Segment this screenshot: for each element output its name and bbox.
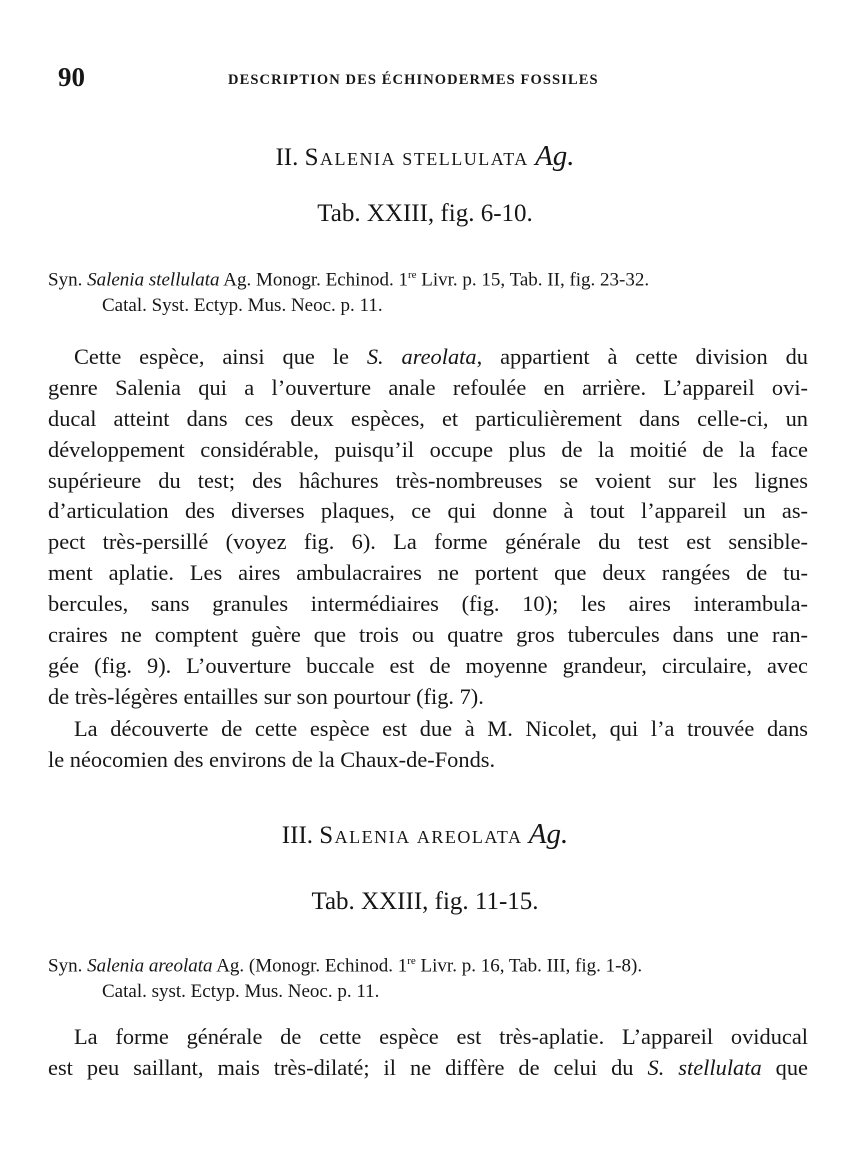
section-numeral: III. — [281, 822, 314, 849]
description-paragraph — [48, 342, 808, 713]
text-line: gée (fig. 9). L’ouverture buccale est de moyenne grandeur, circulaire, avec — [48, 652, 808, 678]
synonymy-label: Syn. — [48, 955, 83, 977]
text-line: de très-légères entailles sur son pourtour (fig. 7). — [48, 683, 484, 709]
section-heading-stellulata — [0, 140, 850, 173]
section-numeral: II. — [275, 144, 299, 171]
text-line: le néocomien des environs de la Chaux-de-Fonds. — [48, 746, 496, 772]
synonymy-citation-end: Livr. p. 15, Tab. II, fig. 23-32. — [416, 269, 650, 291]
text-line — [48, 1053, 808, 1084]
author-abbrev: Ag. — [535, 140, 575, 172]
text-run: est peu saillant, mais très-dilaté; il ne diffère de celui du — [48, 1054, 648, 1080]
page-number: 90 — [58, 62, 85, 92]
genus-name: Salenia — [304, 144, 397, 171]
author-abbrev: Ag. — [528, 818, 569, 850]
synonymy-label: Syn. — [48, 269, 83, 291]
text-run: Cette espèce, ainsi que le — [74, 344, 367, 369]
synonymy-line-1 — [48, 262, 808, 293]
running-title: DESCRIPTION DES ÉCHINODERMES FOSSILES — [228, 72, 599, 88]
text-line: La découverte de cette espèce est due à M. Nicolet, qui l’a trouvée dans — [74, 716, 808, 741]
text-line: ducal atteint dans ces deux espèces, et particulièrement dans celle-ci, un — [48, 405, 808, 431]
synonymy-line-2: Catal. Syst. Ectyp. Mus. Neoc. p. 11. — [102, 295, 383, 317]
section-heading-areolata — [0, 818, 850, 851]
text-line: supérieure du test; des hâchures très-nombreuses se voient sur les lignes — [48, 467, 808, 493]
text-line: genre Salenia qui a l’ouverture anale refoulée en arrière. L’appareil ovi- — [48, 374, 808, 400]
synonymy-block — [48, 948, 808, 1005]
species-name: areolata — [416, 822, 523, 849]
taxon-italic: S. areolata — [366, 344, 477, 369]
text-line: développement considérable, puisqu’il occupe plus de la moitié de la face — [48, 436, 808, 462]
genus-name: Salenia — [319, 822, 411, 849]
ordinal-superscript: re — [407, 955, 416, 967]
text-line: craires ne comptent guère que trois ou quatre gros tubercules dans une ran- — [48, 622, 808, 648]
text-line: pect très-persillé (voyez fig. 6). La forme générale du test est sensible- — [48, 529, 808, 555]
text-run: que — [761, 1054, 808, 1080]
synonymy-citation-end: Livr. p. 16, Tab. III, fig. 1-8). — [415, 955, 643, 977]
synonymy-citation: Ag. Monogr. Echinod. 1 — [219, 269, 408, 291]
text-line: La forme générale de cette espèce est très-aplatie. L’appareil oviducal — [74, 1024, 808, 1049]
synonymy-line-2: Catal. syst. Ectyp. Mus. Neoc. p. 11. — [102, 981, 380, 1003]
species-name: stellulata — [402, 144, 529, 171]
synonymy-taxon: Salenia areolata — [87, 955, 213, 977]
synonymy-citation: Ag. (Monogr. Echinod. 1 — [212, 955, 408, 977]
text-line: d’articulation des diverses plaques, ce qui donne à tout l’appareil un as- — [48, 498, 808, 524]
description-paragraph — [48, 1022, 808, 1084]
discovery-paragraph — [48, 714, 808, 776]
plate-reference: Tab. XXIII, fig. 11-15. — [311, 888, 539, 915]
synonymy-taxon: Salenia stellulata — [87, 269, 220, 291]
plate-reference: Tab. XXIII, fig. 6-10. — [317, 200, 533, 227]
ordinal-superscript: re — [407, 269, 417, 281]
synonymy-line-1 — [48, 948, 808, 979]
text-run: , appartient à cette division du — [476, 344, 808, 369]
synonymy-block — [48, 262, 808, 319]
text-line: ment aplatie. Les aires ambulacraires ne portent que deux rangées de tu- — [48, 560, 808, 586]
taxon-italic: S. stellulata — [647, 1054, 762, 1080]
running-head — [58, 62, 808, 92]
text-line: bercules, sans granules intermédiaires (fig. 10); les aires interambula- — [48, 591, 808, 617]
text-line — [48, 342, 808, 373]
